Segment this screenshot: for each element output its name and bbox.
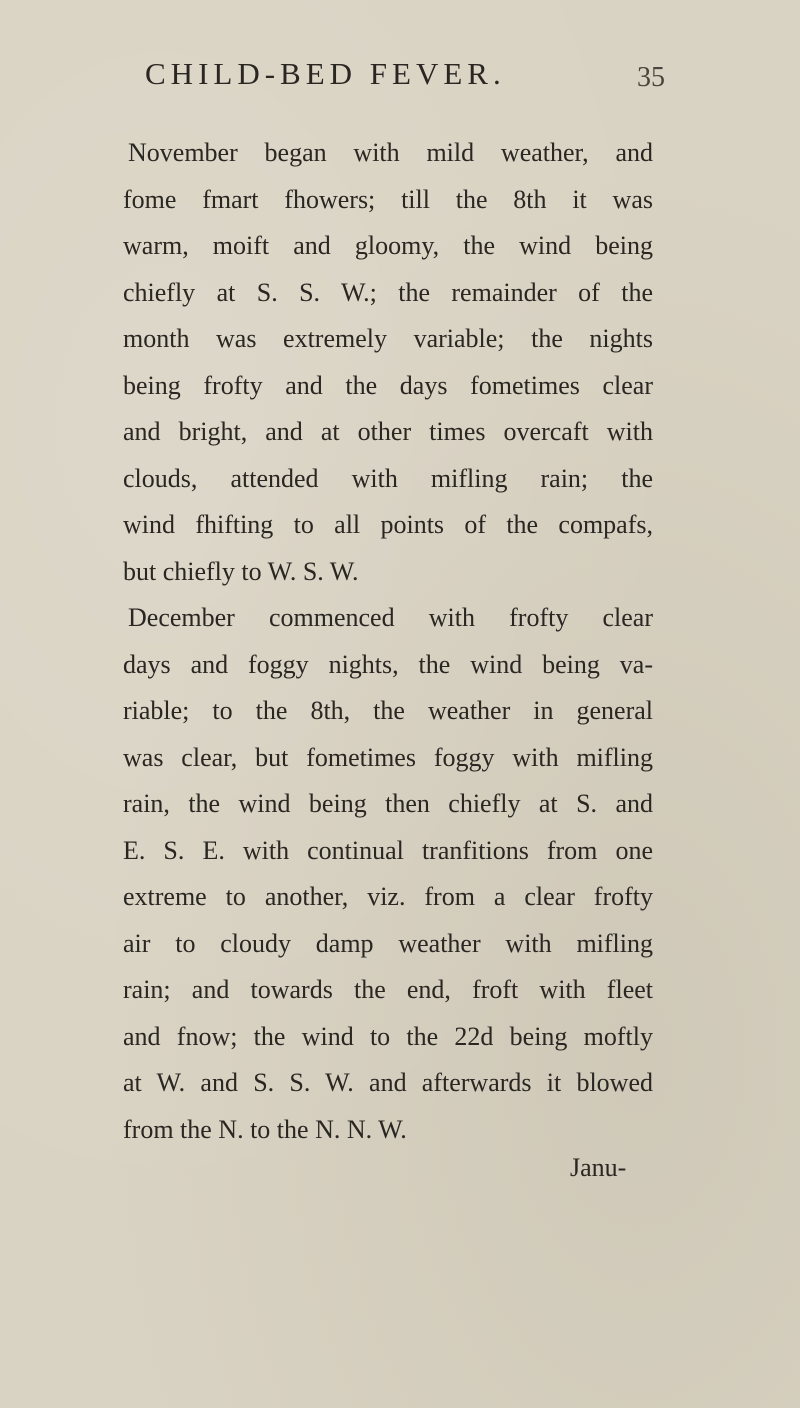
- text-line: being frofty and the days fometimes clear: [123, 370, 653, 400]
- text-line: air to cloudy damp weather with mifling: [123, 928, 653, 958]
- text-line: December commenced with frofty clear: [128, 603, 653, 632]
- text-line: warm, moift and gloomy, the wind being: [123, 231, 653, 260]
- text-line: and bright, and at other times overcaft with: [123, 417, 653, 446]
- text-line: wind fhifting to all points of the compafs,: [123, 510, 653, 539]
- running-head-title: CHILD-BED FEVER.: [145, 56, 506, 91]
- body-text: [123, 130, 653, 1153]
- text-line: extreme to another, viz. from a clear frofty: [123, 882, 653, 911]
- text-line: E. S. E. with continual tranfitions from one: [123, 835, 653, 865]
- text-line: rain; and towards the end, froft with fleet: [123, 975, 653, 1004]
- text-line: fome fmart fhowers; till the 8th it was: [123, 184, 653, 214]
- text-line: chiefly at S. S. W.; the remainder of the: [123, 277, 653, 307]
- text-line: November began with mild weather, and: [128, 138, 653, 167]
- catchword: Janu-: [570, 1153, 627, 1182]
- text-line: riable; to the 8th, the weather in general: [123, 696, 653, 725]
- text-line: clouds, attended with mifling rain; the: [123, 463, 653, 493]
- text-line: at W. and S. S. W. and afterwards it blowed: [123, 1068, 653, 1097]
- text-line: but chiefly to W. S. W.: [123, 556, 359, 586]
- page-number: 35: [637, 62, 665, 93]
- text-line: from the N. to the N. N. W.: [123, 1114, 407, 1144]
- text-line: rain, the wind being then chiefly at S. and: [123, 789, 653, 818]
- text-line: was clear, but fometimes foggy with mifling: [123, 742, 653, 772]
- running-head: [145, 56, 665, 100]
- text-line: days and foggy nights, the wind being va-: [123, 649, 653, 679]
- text-line: and fnow; the wind to the 22d being moftly: [123, 1021, 653, 1051]
- text-line: month was extremely variable; the nights: [123, 324, 653, 353]
